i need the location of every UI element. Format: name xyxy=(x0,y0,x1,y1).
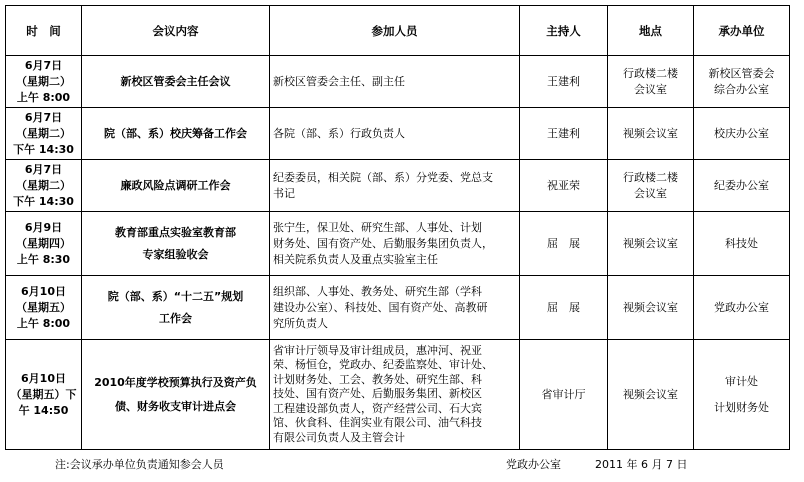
topic-text: 院（部、系）校庆筹备工作会 xyxy=(104,126,247,140)
time-text: 下午 14:30 xyxy=(13,142,74,156)
organizer-text: 纪委办公室 xyxy=(714,178,769,192)
attendees-text: 工程建设部负责人，资产经营公司、石大宾 xyxy=(273,401,482,415)
time-text: 午 14:50 xyxy=(18,403,69,417)
attendees-text: 张宁生，保卫处、研究生部、人事处、计划 xyxy=(273,220,482,234)
attendees-cell xyxy=(270,56,520,108)
topic-cell xyxy=(82,276,270,340)
topic-text: 教育部重点实验室教育部 xyxy=(115,225,236,239)
weekday-text: （星期二） xyxy=(16,74,71,88)
attendees-cell xyxy=(270,160,520,212)
attendees-text: 馆、伙食科、佳润实业有限公司、油气科技 xyxy=(273,416,482,430)
topic-cell xyxy=(82,56,270,108)
meeting-schedule-table xyxy=(5,5,790,450)
location-text: 行政楼二楼 xyxy=(623,170,678,184)
time-text: 下午 14:30 xyxy=(13,194,74,208)
location-text: 视频会议室 xyxy=(623,300,678,314)
attendees-text: 荣、杨恒仓，党政办、纪委监察处、审计处、 xyxy=(273,358,493,372)
date-text: 6月9日 xyxy=(24,220,63,234)
host-cell: 祝亚荣 xyxy=(520,160,608,212)
date-text: 6月7日 xyxy=(24,110,63,124)
header-location: 地点 xyxy=(608,6,694,56)
topic-text: 2010年度学校预算执行及资产负 xyxy=(94,375,257,389)
attendees-text: 财务处、国有资产处、后勤服务集团负责人， xyxy=(273,236,493,250)
time-cell xyxy=(6,212,82,276)
host-cell: 屈 展 xyxy=(520,276,608,340)
time-text: 上午 8:00 xyxy=(16,90,71,104)
attendees-text: 有限公司负责人及主管会计 xyxy=(273,430,405,444)
location-text: 行政楼二楼 xyxy=(623,66,678,80)
attendees-cell xyxy=(270,340,520,450)
attendees-text: 新校区管委会主任、副主任 xyxy=(273,74,405,88)
time-cell xyxy=(6,56,82,108)
attendees-text: 各院（部、系）行政负责人 xyxy=(273,126,405,140)
location-cell xyxy=(608,212,694,276)
attendees-text: 相关院系负责人及重点实验室主任 xyxy=(273,252,438,266)
time-text: 上午 8:30 xyxy=(16,252,71,266)
table-row xyxy=(6,340,790,450)
topic-cell xyxy=(82,340,270,450)
organizer-text: 新校区管委会 xyxy=(708,66,775,80)
host-cell: 王建利 xyxy=(520,56,608,108)
table-row xyxy=(6,212,790,276)
time-cell xyxy=(6,340,82,450)
host-cell: 王建利 xyxy=(520,108,608,160)
date-text: 6月7日 xyxy=(24,58,63,72)
topic-text: 工作会 xyxy=(159,311,192,325)
organizer-cell xyxy=(694,340,790,450)
table-row xyxy=(6,108,790,160)
location-text: 视频会议室 xyxy=(623,126,678,140)
attendees-text: 计划财务处、工会、教务处、研究生部、科 xyxy=(273,372,482,386)
attendees-text: 组织部、人事处、教务处、研究生部（学科 xyxy=(273,284,482,298)
topic-cell xyxy=(82,212,270,276)
organizer-text: 校庆办公室 xyxy=(714,126,769,140)
table-row xyxy=(6,160,790,212)
location-cell xyxy=(608,108,694,160)
organizer-spacer xyxy=(697,390,786,400)
time-cell xyxy=(6,276,82,340)
table-row xyxy=(6,56,790,108)
footer-note: 注:会议承办单位负责通知参会人员 xyxy=(55,458,224,471)
topic-cell xyxy=(82,108,270,160)
footer-office: 党政办公室 xyxy=(506,458,561,471)
organizer-cell xyxy=(694,160,790,212)
attendees-text: 建设办公室）、科技处、国有资产处、高教研 xyxy=(273,300,488,314)
organizer-cell xyxy=(694,108,790,160)
table-row xyxy=(6,276,790,340)
date-text: 6月10日 xyxy=(21,284,66,298)
topic-text: 新校区管委会主任会议 xyxy=(120,74,231,88)
attendees-text: 书记 xyxy=(273,186,295,200)
organizer-text: 综合办公室 xyxy=(714,82,769,96)
time-text: 上午 8:00 xyxy=(16,316,71,330)
location-text: 会议室 xyxy=(634,186,667,200)
header-row xyxy=(6,6,790,56)
topic-cell xyxy=(82,160,270,212)
header-topic: 会议内容 xyxy=(82,6,270,56)
location-cell xyxy=(608,160,694,212)
location-cell xyxy=(608,56,694,108)
location-cell xyxy=(608,340,694,450)
attendees-text: 技处、国有资产处、后勤服务集团、新校区 xyxy=(273,387,482,401)
location-text: 视频会议室 xyxy=(623,387,678,401)
weekday-text: （星期五） xyxy=(16,300,71,314)
organizer-cell xyxy=(694,212,790,276)
weekday-text: （星期四） xyxy=(16,236,71,250)
attendees-text: 究所负责人 xyxy=(273,316,328,330)
footer-date: 2011 年 6 月 7 日 xyxy=(595,458,688,471)
attendees-text: 纪委委员，相关院（部、系）分党委、党总支 xyxy=(273,170,493,184)
organizer-text: 党政办公室 xyxy=(714,300,769,314)
topic-text: 廉政风险点调研工作会 xyxy=(120,178,231,192)
organizer-cell xyxy=(694,276,790,340)
organizer-text: 审计处 xyxy=(725,374,758,388)
organizer-text: 科技处 xyxy=(725,236,758,250)
topic-text: 专家组验收会 xyxy=(142,247,209,261)
weekday-text: （星期二） xyxy=(16,126,71,140)
header-host: 主持人 xyxy=(520,6,608,56)
topic-text: 院（部、系）“十二五”规划 xyxy=(107,289,244,303)
location-text: 视频会议室 xyxy=(623,236,678,250)
topic-spacer xyxy=(85,391,266,399)
organizer-cell xyxy=(694,56,790,108)
attendees-cell xyxy=(270,212,520,276)
organizer-text: 计划财务处 xyxy=(714,400,769,414)
location-text: 会议室 xyxy=(634,82,667,96)
header-organizer: 承办单位 xyxy=(694,6,790,56)
date-text: 6月7日 xyxy=(24,162,63,176)
weekday-text: （星期五）下 xyxy=(10,387,77,401)
location-cell xyxy=(608,276,694,340)
host-cell: 省审计厅 xyxy=(520,340,608,450)
header-time: 时 间 xyxy=(6,6,82,56)
time-cell xyxy=(6,160,82,212)
weekday-text: （星期二） xyxy=(16,178,71,192)
topic-text: 债、财务收支审计进点会 xyxy=(115,399,236,413)
header-attendees: 参加人员 xyxy=(270,6,520,56)
attendees-cell xyxy=(270,108,520,160)
attendees-cell xyxy=(270,276,520,340)
time-cell xyxy=(6,108,82,160)
host-cell: 屈 展 xyxy=(520,212,608,276)
attendees-text: 省审计厅领导及审计组成员，惠冲河、祝亚 xyxy=(273,343,482,357)
date-text: 6月10日 xyxy=(21,371,66,385)
